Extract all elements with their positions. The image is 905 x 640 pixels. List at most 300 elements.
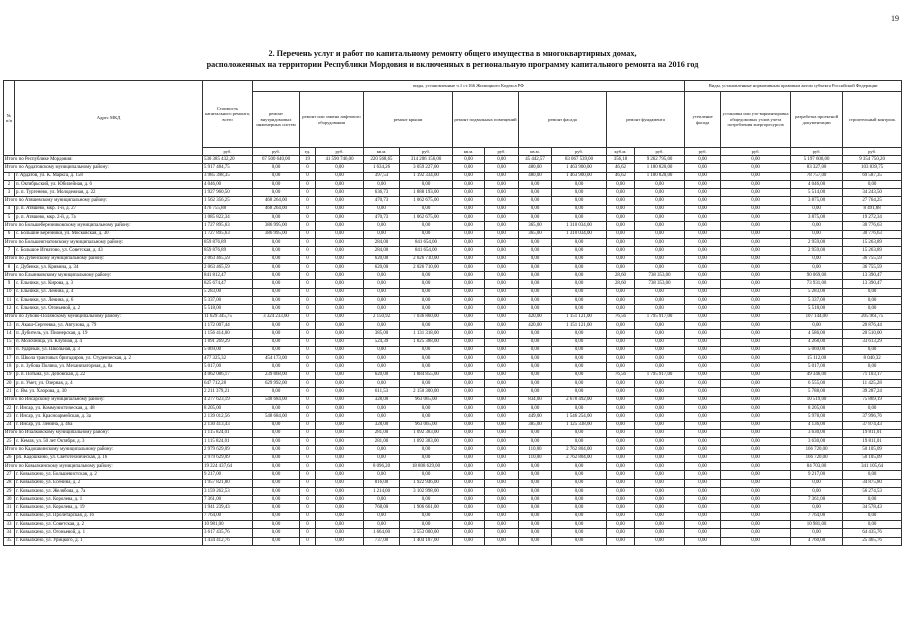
row-number-cell: 9 [4, 280, 15, 288]
value-cell: 0,00 [316, 355, 364, 363]
value-cell: 0,00 [552, 189, 607, 197]
value-cell: 0,00 [635, 330, 685, 338]
value-cell: 1 404 187,00 [400, 537, 453, 545]
value-cell: 0,00 [453, 380, 485, 388]
value-cell: 284,00 [364, 247, 400, 255]
value-cell: 0 [300, 330, 316, 338]
value-cell: 0,00 [253, 512, 300, 520]
value-cell: 0,00 [635, 479, 685, 487]
total-label-cell: Итого по Ардатовскому муниципальному району: [4, 164, 203, 172]
value-cell: 0,00 [453, 496, 485, 504]
value-cell: 0,00 [485, 521, 519, 529]
row-number-cell: 29 [4, 487, 15, 495]
value-cell: 1 795 917,00 [635, 371, 685, 379]
value-cell: 470,73 [364, 214, 400, 222]
value-cell: 9 217,00 [791, 471, 843, 479]
address-cell: г. Ковылкино, ул. Огоньевой, д. 1 [15, 529, 203, 537]
value-cell: 0,00 [685, 529, 721, 537]
value-cell: 75 869,19 [843, 396, 902, 404]
value-cell: 7 036 860,00 [400, 313, 453, 321]
value-cell: 1 180 820,00 [635, 172, 685, 180]
value-cell: 0,00 [721, 164, 791, 172]
value-cell: 15 263,89 [843, 247, 902, 255]
value-cell: 0,00 [453, 438, 485, 446]
value-cell: 738 353,00 [635, 272, 685, 280]
table-row [4, 338, 902, 346]
address-cell: п. Дубитель, ул. Пионерская, д. 19 [15, 330, 203, 338]
value-cell: 0 [300, 214, 316, 222]
value-cell: 0,00 [552, 288, 607, 296]
value-cell: 4 268,00 [791, 338, 843, 346]
unit-cell: руб. [485, 148, 519, 156]
value-cell: 0,00 [607, 396, 635, 404]
value-cell: 0,00 [607, 189, 635, 197]
value-cell: 0 [300, 438, 316, 446]
value-cell: 9 354 750,20 [843, 156, 902, 164]
value-cell: 0,00 [253, 164, 300, 172]
value-cell: 19 272,34 [843, 214, 902, 222]
table-row [4, 247, 902, 255]
unit-cell: руб. [721, 148, 791, 156]
value-cell: 0,00 [485, 255, 519, 263]
value-cell: 0,00 [685, 214, 721, 222]
value-cell: 365,00 [519, 230, 552, 238]
value-cell: 0,00 [607, 222, 635, 230]
value-cell: 0,00 [253, 446, 300, 454]
value-cell: 0 [300, 305, 316, 313]
value-cell: 0,00 [253, 429, 300, 437]
value-cell: 0,00 [721, 330, 791, 338]
value-cell: 0,00 [552, 205, 607, 213]
value-cell: 0,00 [316, 529, 364, 537]
row-number-cell: 6 [4, 230, 15, 238]
value-cell: 3 059 227,00 [400, 164, 453, 172]
value-cell: 0,00 [843, 363, 902, 371]
cost-cell: 1 085 822,34 [203, 214, 253, 222]
value-cell: 0,00 [685, 471, 721, 479]
cost-cell: 1 727 895,63 [203, 222, 253, 230]
value-cell: 420,00 [519, 313, 552, 321]
value-cell: 0,00 [485, 363, 519, 371]
value-cell: 0,00 [400, 355, 453, 363]
value-cell: 0,00 [316, 247, 364, 255]
value-cell: 0,00 [453, 504, 485, 512]
value-cell: 0,00 [635, 537, 685, 545]
value-cell: 33 613,29 [843, 338, 902, 346]
value-cell: 0,00 [453, 512, 485, 520]
value-cell: 0 [300, 172, 316, 180]
value-cell: 0,00 [721, 413, 791, 421]
address-cell: г. Ковылкино, ул. Пролетарская, д. 16 [15, 512, 203, 520]
table-row [4, 363, 902, 371]
value-cell: 90 069,00 [791, 272, 843, 280]
value-cell: 0,00 [485, 446, 519, 454]
value-cell: 34 578,43 [843, 504, 902, 512]
value-cell: 83 327,00 [791, 164, 843, 172]
table-row [4, 280, 902, 288]
value-cell: 0,00 [253, 172, 300, 180]
value-cell: 0,00 [607, 496, 635, 504]
value-cell: 841 654,00 [400, 238, 453, 246]
value-cell: 0,00 [485, 189, 519, 197]
value-cell: 0,00 [635, 189, 685, 197]
value-cell: 2 150 300,00 [400, 388, 453, 396]
value-cell: 0,00 [685, 330, 721, 338]
value-cell: 0,00 [400, 471, 453, 479]
value-cell: 0 [300, 189, 316, 197]
value-cell: 0,00 [364, 321, 400, 329]
value-cell: 0,00 [453, 371, 485, 379]
address-cell: р. п. Зубова Поляна, ул. Механизаторная, д. 8а [15, 363, 203, 371]
value-cell: 0,00 [685, 504, 721, 512]
value-cell: 0,00 [685, 446, 721, 454]
value-cell: 0,00 [721, 438, 791, 446]
value-cell: 470,73 [364, 197, 400, 205]
row-number-cell: 16 [4, 346, 15, 354]
value-cell: 0,00 [721, 338, 791, 346]
row-number-cell: 2 [4, 180, 15, 188]
value-cell: 0,00 [685, 438, 721, 446]
address-cell: с. Большое Игнатово, ул. Советская, д. 43 [15, 247, 203, 255]
value-cell: 1 214,00 [364, 487, 400, 495]
value-cell: 629 992,00 [253, 380, 300, 388]
value-cell: 3 102 998,00 [400, 487, 453, 495]
value-cell: 0,00 [552, 272, 607, 280]
value-cell: 0,00 [791, 487, 843, 495]
value-cell: 0,00 [316, 521, 364, 529]
value-cell: 0,00 [253, 504, 300, 512]
value-cell: 0,00 [400, 413, 453, 421]
value-cell: 620,00 [364, 263, 400, 271]
table-row [4, 404, 902, 412]
value-cell: 0,00 [364, 297, 400, 305]
value-cell: 3 875,00 [791, 197, 843, 205]
value-cell: 0,00 [721, 388, 791, 396]
value-cell: 0 [300, 230, 316, 238]
value-cell: 0,00 [685, 172, 721, 180]
value-cell: 0,00 [685, 396, 721, 404]
value-cell: 0,00 [685, 247, 721, 255]
value-cell: 0,00 [316, 504, 364, 512]
value-cell: 0,00 [635, 446, 685, 454]
table-body [4, 156, 902, 546]
value-cell: 1 092 383,00 [400, 438, 453, 446]
value-cell: 0,00 [635, 429, 685, 437]
value-cell: 0,00 [685, 205, 721, 213]
value-cell: 0,00 [721, 255, 791, 263]
value-cell: 0,00 [607, 338, 635, 346]
value-cell: 0,00 [485, 247, 519, 255]
page-number: 19 [891, 14, 899, 23]
value-cell: 220 568,65 [364, 156, 400, 164]
value-cell: 0,00 [635, 388, 685, 396]
value-cell: 2 959,00 [791, 238, 843, 246]
value-cell: 737,00 [364, 537, 400, 545]
value-cell: 0,00 [635, 205, 685, 213]
value-cell: 0,00 [519, 346, 552, 354]
value-cell: 0,00 [519, 255, 552, 263]
value-cell: 0,00 [316, 429, 364, 437]
value-cell: 0,00 [519, 380, 552, 388]
value-cell: 0,00 [635, 487, 685, 495]
header-facade: ремонт фасада [519, 92, 607, 148]
value-cell: 20 510,00 [843, 330, 902, 338]
value-cell: 620,00 [364, 371, 400, 379]
value-cell: 0,00 [316, 330, 364, 338]
value-cell: 1 062 675,00 [400, 197, 453, 205]
value-cell: 0,00 [685, 313, 721, 321]
value-cell: 0,00 [316, 189, 364, 197]
value-cell: 0,00 [253, 346, 300, 354]
value-cell: 0,00 [453, 313, 485, 321]
value-cell: 103 839,75 [843, 164, 902, 172]
value-cell: 841 654,00 [400, 247, 453, 255]
value-cell: 0,00 [316, 471, 364, 479]
value-cell: 0,00 [453, 396, 485, 404]
value-cell: 0,00 [721, 313, 791, 321]
unit-cell: руб. [635, 148, 685, 156]
value-cell: 0,00 [607, 512, 635, 520]
value-cell: 0,00 [400, 321, 453, 329]
value-cell: 0,00 [364, 404, 400, 412]
value-cell: 0,00 [364, 454, 400, 462]
value-cell: 0,00 [316, 421, 364, 429]
value-cell: 0,00 [364, 222, 400, 230]
value-cell: 0 [300, 247, 316, 255]
value-cell: 1 092 383,00 [400, 429, 453, 437]
value-cell: 0,00 [400, 272, 453, 280]
row-number-cell: 11 [4, 297, 15, 305]
value-cell: 19 811,01 [843, 429, 902, 437]
value-cell: 205 961,75 [843, 313, 902, 321]
value-cell: 0,00 [316, 446, 364, 454]
value-cell: 0,00 [400, 380, 453, 388]
value-cell: 0,00 [253, 288, 300, 296]
value-cell: 0,00 [607, 247, 635, 255]
value-cell: 0,00 [791, 504, 843, 512]
value-cell: 281,00 [364, 438, 400, 446]
value-cell: 0,00 [316, 346, 364, 354]
value-cell: 0,00 [721, 297, 791, 305]
value-cell: 0,00 [253, 338, 300, 346]
table-row [4, 421, 902, 429]
value-cell: 1 634,26 [364, 164, 400, 172]
value-cell: 0,00 [607, 380, 635, 388]
value-cell: 0,00 [519, 471, 552, 479]
value-cell: 0 [300, 454, 316, 462]
value-cell: 0,00 [485, 205, 519, 213]
row-number-cell: 34 [4, 529, 15, 537]
value-cell: 0 [300, 413, 316, 421]
value-cell: 0,00 [519, 462, 552, 470]
value-cell: 0 [300, 496, 316, 504]
value-cell: 0,00 [253, 280, 300, 288]
value-cell: 0,00 [519, 363, 552, 371]
value-cell: 0,00 [316, 338, 364, 346]
row-number-cell: 26 [4, 454, 15, 462]
value-cell: 0,00 [253, 180, 300, 188]
value-cell: 0,00 [635, 222, 685, 230]
value-cell: 0,00 [453, 197, 485, 205]
value-cell: 0,00 [400, 521, 453, 529]
value-cell: 0,00 [635, 396, 685, 404]
address-cell: г. Инсар, ул. Красноармейская, д. 3а [15, 413, 203, 421]
cost-cell: 1 891 269,29 [203, 338, 253, 346]
value-cell: 0,00 [552, 380, 607, 388]
table-row [4, 230, 902, 238]
value-cell: 0,00 [519, 272, 552, 280]
unit-cell: кв.м. [453, 148, 485, 156]
value-cell: 0,00 [519, 496, 552, 504]
address-cell: п. Акаш-Сергеевка, ул. Автузова, д. 79 [15, 321, 203, 329]
value-cell: 385,00 [519, 421, 552, 429]
table-row [4, 471, 902, 479]
value-cell: 0,00 [721, 230, 791, 238]
value-cell: 0,00 [791, 230, 843, 238]
value-cell: 0,00 [552, 371, 607, 379]
value-cell: 0,00 [453, 471, 485, 479]
value-cell: 0,00 [519, 205, 552, 213]
address-cell: р. п. Тургенево, ул. Молодежная, д. 22 [15, 189, 203, 197]
value-cell: 0,00 [721, 404, 791, 412]
value-cell: 0,00 [607, 487, 635, 495]
value-cell: 0 [300, 180, 316, 188]
value-cell: 0,00 [552, 355, 607, 363]
value-cell: 0,00 [635, 247, 685, 255]
value-cell: 0,00 [519, 529, 552, 537]
value-cell: 1 884 855,00 [400, 371, 453, 379]
value-cell: 0,00 [685, 321, 721, 329]
value-cell: 3 630,00 [791, 438, 843, 446]
table-row [4, 180, 902, 188]
table-row [4, 355, 902, 363]
value-cell: 0 [300, 346, 316, 354]
value-cell: 0,00 [519, 479, 552, 487]
value-cell: 0,00 [253, 421, 300, 429]
value-cell: 0,00 [453, 421, 485, 429]
value-cell: 0,00 [485, 396, 519, 404]
row-number-cell: 28 [4, 479, 15, 487]
value-cell: 314 206 156,00 [400, 156, 453, 164]
value-cell: 0,00 [253, 496, 300, 504]
value-cell: 0,00 [721, 479, 791, 487]
value-cell: 0,00 [607, 255, 635, 263]
value-cell: 0,00 [607, 230, 635, 238]
value-cell: 0,00 [552, 496, 607, 504]
value-cell: 0,00 [635, 238, 685, 246]
value-cell: 0,00 [721, 288, 791, 296]
value-cell: 0,00 [253, 272, 300, 280]
value-cell: 0,00 [316, 214, 364, 222]
value-cell: 10 519,00 [791, 396, 843, 404]
value-cell: 0,00 [607, 355, 635, 363]
value-cell: 0,00 [485, 388, 519, 396]
value-cell: 468 264,00 [253, 205, 300, 213]
value-cell: 0,00 [519, 537, 552, 545]
value-cell: 0,00 [400, 297, 453, 305]
value-cell: 0,00 [721, 471, 791, 479]
value-cell: 0,00 [791, 222, 843, 230]
value-cell: 0,00 [364, 288, 400, 296]
value-cell: 0 [300, 164, 316, 172]
value-cell: 0,00 [316, 537, 364, 545]
cost-cell: 19 224 437,64 [203, 462, 253, 470]
value-cell: 0,00 [316, 404, 364, 412]
value-cell: 0,00 [453, 180, 485, 188]
value-cell: 1 664,00 [364, 529, 400, 537]
value-cell: 0,00 [607, 180, 635, 188]
value-cell: 0 [300, 255, 316, 263]
value-cell: 0,00 [607, 297, 635, 305]
value-cell: 0,00 [400, 512, 453, 520]
value-cell: 0,00 [485, 230, 519, 238]
value-cell: 50 105,09 [843, 454, 902, 462]
value-cell: 0,00 [316, 180, 364, 188]
value-cell: 0,00 [519, 371, 552, 379]
value-cell: 4 586,00 [791, 330, 843, 338]
value-cell: 8 491,88 [843, 205, 902, 213]
row-number-cell: 15 [4, 338, 15, 346]
value-cell: 8 040,32 [843, 355, 902, 363]
value-cell: 76,56 [607, 371, 635, 379]
row-number-cell: 10 [4, 288, 15, 296]
address-cell: с. Ельники, ул. Ленина, д. 6 [15, 297, 203, 305]
table-row [4, 479, 902, 487]
cost-cell: 2 979 629,09 [203, 446, 253, 454]
value-cell: 0,00 [316, 413, 364, 421]
value-cell: 7 764,00 [791, 512, 843, 520]
address-cell: с. Ельники, ул. Ленина, д. 4 [15, 288, 203, 296]
value-cell: 0,00 [552, 521, 607, 529]
value-cell: 0,00 [552, 305, 607, 313]
value-cell: 83 067 539,00 [552, 156, 607, 164]
district-total-row [4, 164, 902, 172]
cost-cell: 1 115 824,01 [203, 429, 253, 437]
value-cell: 0,00 [485, 197, 519, 205]
value-cell: 0,00 [364, 363, 400, 371]
value-cell: 0,00 [685, 537, 721, 545]
value-cell: 0,00 [635, 438, 685, 446]
cost-cell: 7 361,00 [203, 496, 253, 504]
value-cell: 0,00 [253, 255, 300, 263]
address-cell: с. Ям. ул. Хлорова, д. 30 [15, 388, 203, 396]
value-cell: 0,00 [316, 205, 364, 213]
value-cell: 0,00 [316, 487, 364, 495]
value-cell: 0 [300, 446, 316, 454]
header-roof: ремонт крыши [364, 92, 453, 148]
value-cell: 0,00 [843, 521, 902, 529]
value-cell: 41 590 746,00 [316, 156, 364, 164]
district-total-row [4, 429, 902, 437]
value-cell: 0,00 [253, 214, 300, 222]
value-cell: 0,00 [721, 247, 791, 255]
value-cell: 0,00 [453, 222, 485, 230]
value-cell: 0 [300, 288, 316, 296]
cost-cell: 5 518,00 [203, 305, 253, 313]
address-cell: г. Ковылкино, ул. Королева, д. 1 [15, 496, 203, 504]
value-cell: 0,00 [316, 222, 364, 230]
value-cell: 0,00 [453, 462, 485, 470]
value-cell: 0,00 [364, 380, 400, 388]
value-cell: 0,00 [453, 346, 485, 354]
value-cell: 0,00 [364, 413, 400, 421]
value-cell: 0,00 [635, 504, 685, 512]
value-cell: 480,00 [519, 164, 552, 172]
value-cell: 365,00 [519, 222, 552, 230]
value-cell: 0,00 [364, 446, 400, 454]
unit-cell: руб. [203, 148, 253, 156]
value-cell: 0,00 [635, 214, 685, 222]
